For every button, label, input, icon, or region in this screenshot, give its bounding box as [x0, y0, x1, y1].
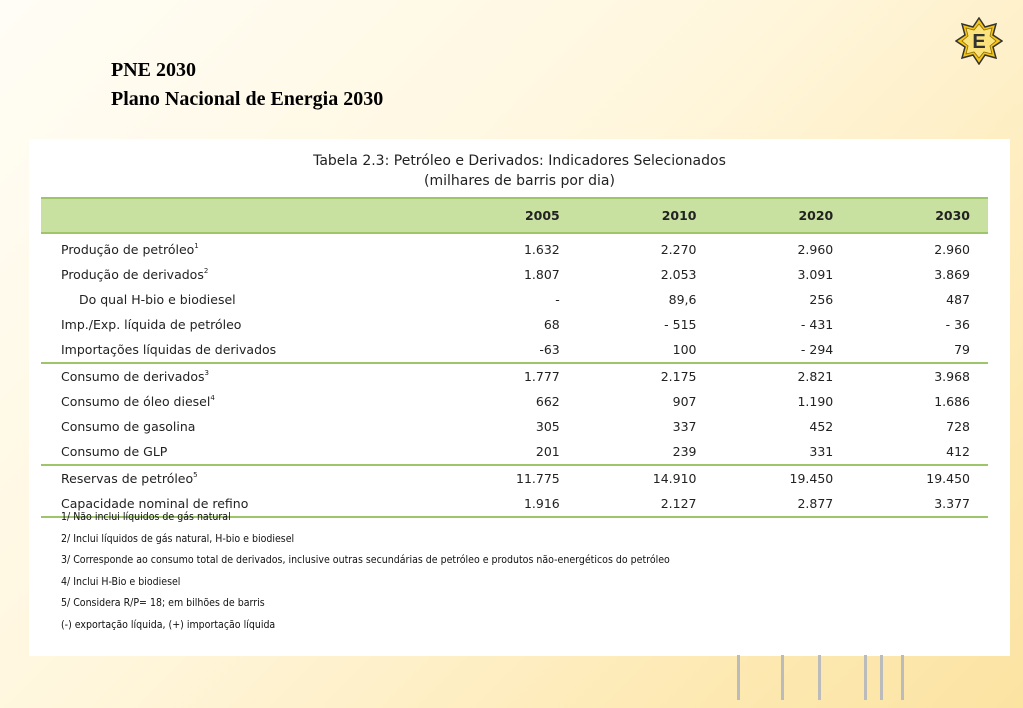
footnote: 3/ Corresponde ao consumo total de derivados, inclusive outras secundárias de petróleo e produtos não-energéticos do petróleo	[61, 554, 670, 566]
value-cell: 728	[946, 419, 970, 434]
row-label-cell	[41, 389, 441, 414]
value-cell: 487	[946, 292, 970, 307]
value-cell: 2.127	[578, 491, 715, 517]
row-label-cell	[41, 465, 441, 491]
value-cell: 256	[809, 292, 834, 307]
document-title-line2: Plano Nacional de Energia 2030	[111, 88, 384, 110]
value-cell: 19.450	[926, 471, 970, 486]
table-row	[41, 439, 988, 465]
value-cell: 907	[672, 394, 697, 409]
value-cell: 1.686	[934, 394, 970, 409]
value-cell: 662	[535, 394, 560, 409]
value-cell: 1.777	[523, 369, 560, 384]
table-body	[41, 233, 988, 517]
logo-letter: E	[972, 31, 986, 53]
footnotes	[61, 507, 670, 636]
table-row	[41, 233, 988, 262]
decorative-bar	[880, 655, 883, 700]
value-cell: 100	[578, 337, 715, 363]
value-cell: 1.632	[523, 242, 560, 257]
decorative-bar	[864, 655, 867, 700]
column-header: 2005	[441, 198, 578, 233]
value-cell: 1.916	[441, 491, 578, 517]
row-label-cell	[41, 233, 441, 262]
value-cell: 2.877	[715, 491, 852, 517]
column-header: 2030	[851, 198, 988, 233]
row-label-cell	[41, 287, 441, 312]
footnote: 5/ Considera R/P= 18; em bilhões de barris	[61, 597, 265, 609]
footnote-ref: 1	[194, 242, 199, 250]
row-label-cell	[41, 363, 441, 389]
value-cell: 89,6	[668, 292, 697, 307]
footnote-ref: 2	[203, 267, 209, 275]
table-row	[41, 262, 988, 287]
value-cell: 11.775	[516, 471, 560, 486]
value-cell: 19.450	[789, 471, 834, 486]
column-header	[41, 198, 441, 233]
value-cell: 14.910	[652, 471, 697, 486]
value-cell: 452	[809, 419, 834, 434]
value-cell: 201	[441, 439, 578, 465]
column-header: 2010	[578, 198, 715, 233]
value-cell: 2.960	[934, 242, 970, 257]
value-cell: - 294	[715, 337, 852, 363]
row-label-cell	[41, 337, 441, 363]
row-label: Imp./Exp. líquida de petróleo	[61, 317, 242, 332]
row-label-cell	[41, 312, 441, 337]
value-cell: 2.053	[660, 267, 697, 282]
value-cell: -	[555, 292, 560, 307]
footnote: 2/ Inclui líquidos de gás natural, H-bio e biodiesel	[61, 532, 295, 545]
table-row	[41, 389, 988, 414]
row-label: Capacidade nominal de refino	[61, 496, 249, 511]
footnote-ref: 3	[204, 369, 209, 377]
row-label: Consumo de gasolina	[61, 419, 196, 434]
table-row	[41, 337, 988, 363]
value-cell: - 431	[800, 317, 834, 332]
table-title: Tabela 2.3: Petróleo e Derivados: Indicadores Selecionados	[313, 153, 726, 169]
footnote: 4/ Inclui H-Bio e biodiesel	[61, 575, 181, 588]
footnote: (-) exportação líquida, (+) importação líquida	[61, 618, 276, 631]
decorative-bar	[901, 655, 904, 700]
footnote-ref: 4	[210, 394, 215, 402]
value-cell: 2.175	[660, 369, 697, 384]
value-cell: 79	[851, 337, 988, 363]
footnote-ref: 5	[193, 471, 198, 479]
row-label: Produção de derivados	[61, 267, 204, 282]
value-cell: 412	[851, 439, 988, 465]
document-title-line1: PNE 2030	[111, 59, 196, 81]
document-title	[111, 56, 383, 114]
value-cell: 3.869	[934, 267, 970, 282]
value-cell: 3.377	[851, 491, 988, 517]
value-cell: 2.821	[797, 369, 834, 384]
value-cell: 68	[543, 317, 560, 332]
row-label: Reservas de petróleo	[61, 471, 194, 486]
value-cell: 3.091	[797, 267, 834, 282]
row-label: Consumo de GLP	[61, 444, 168, 459]
table-row	[41, 465, 988, 491]
value-cell: 1.807	[523, 267, 560, 282]
value-cell: -63	[441, 337, 578, 363]
table-row	[41, 363, 988, 389]
row-label: Do qual H-bio e biodiesel	[79, 292, 236, 307]
value-cell: 2.960	[797, 242, 834, 257]
value-cell: 2.270	[660, 242, 697, 257]
table-row	[41, 414, 988, 439]
value-cell: 3.968	[934, 369, 970, 384]
data-table	[41, 197, 988, 518]
value-cell: 239	[578, 439, 715, 465]
value-cell: 337	[672, 419, 697, 434]
decorative-bar	[781, 655, 784, 700]
row-label-cell	[41, 262, 441, 287]
table-row	[41, 312, 988, 337]
row-label: Consumo de óleo diesel	[61, 394, 211, 409]
row-label: Importações líquidas de derivados	[61, 342, 277, 357]
value-cell: 1.190	[797, 394, 834, 409]
footnote: 1/ Não inclui líquidos de gás natural	[61, 511, 231, 523]
value-cell: - 36	[945, 317, 970, 332]
decorative-bar	[737, 655, 740, 700]
table-header-row	[41, 198, 988, 233]
decorative-bar	[818, 655, 821, 700]
row-label-cell	[41, 439, 441, 465]
star-badge-icon	[955, 17, 1003, 65]
column-header: 2020	[715, 198, 852, 233]
row-label: Produção de petróleo	[61, 242, 195, 257]
table-subtitle: (milhares de barris por dia)	[424, 173, 615, 189]
table-panel	[29, 139, 1010, 656]
value-cell: 331	[715, 439, 852, 465]
row-label-cell	[41, 414, 441, 439]
value-cell: - 515	[664, 317, 697, 332]
table-row	[41, 287, 988, 312]
row-label: Consumo de derivados	[61, 369, 205, 384]
value-cell: 305	[535, 419, 560, 434]
